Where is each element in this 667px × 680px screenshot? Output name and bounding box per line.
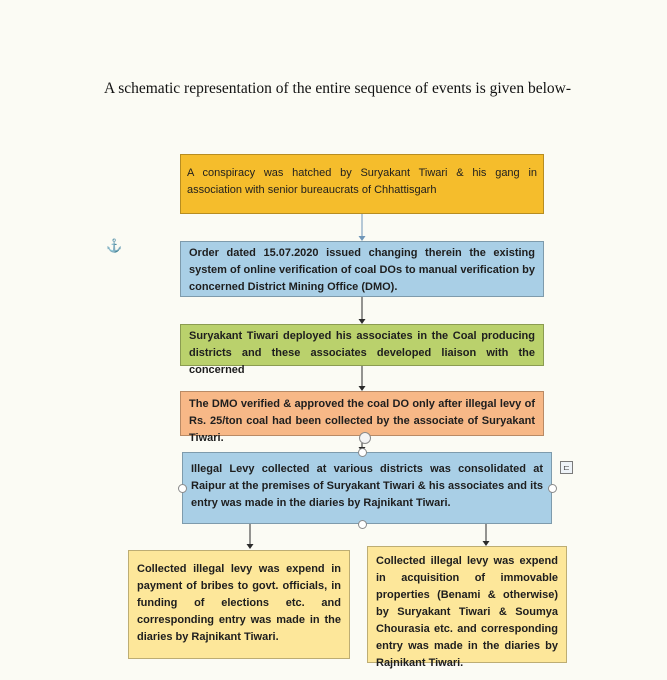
flow-box-associates: Suryakant Tiwari deployed his associates in the Coal producing districts and these associates developed liaison with the concerned <box>180 324 544 366</box>
flow-box-dmo-verification: The DMO verified & approved the coal DO only after illegal levy of Rs. 25/ton coal had been collected by the associate of Suryakant Tiwari. <box>180 391 544 436</box>
resize-handle-bottom[interactable] <box>358 520 367 529</box>
text-wrap-icon[interactable]: ⊏ <box>560 461 573 474</box>
rotate-handle-icon[interactable] <box>359 432 371 444</box>
resize-handle-left[interactable] <box>178 484 187 493</box>
arrowhead-5 <box>247 544 254 549</box>
anchor-icon[interactable]: ⚓ <box>106 238 123 253</box>
flow-box-order: Order dated 15.07.2020 issued changing therein the existing system of online verification of coal DOs to manual verification by concerned District Mining Office (DMO). <box>180 241 544 297</box>
page-heading: A schematic representation of the entire sequence of events is given below- <box>104 80 571 97</box>
resize-handle-right[interactable] <box>548 484 557 493</box>
resize-handle-top[interactable] <box>358 448 367 457</box>
flow-box-levy-consolidated[interactable]: Illegal Levy collected at various districts was consolidated at Raipur at the premises of Suryakant Tiwari & his associates and its entry was made in the diaries by Rajnikant Tiwari. <box>182 452 552 524</box>
flow-box-conspiracy: A conspiracy was hatched by Suryakant Tiwari & his gang in association with senior bureaucrats of Chhattisgarh <box>180 154 544 214</box>
flow-box-bribes: Collected illegal levy was expend in payment of bribes to govt. officials, in funding of elections etc. and corresponding entry was made in the diaries by Rajnikant Tiwari. <box>128 550 350 659</box>
flow-box-properties: Collected illegal levy was expend in acquisition of immovable properties (Benami & otherwise) by Suryakant Tiwari & Soumya Chourasia etc. and corresponding entry was made in the diaries by Rajnikant Tiwari. <box>367 546 567 663</box>
